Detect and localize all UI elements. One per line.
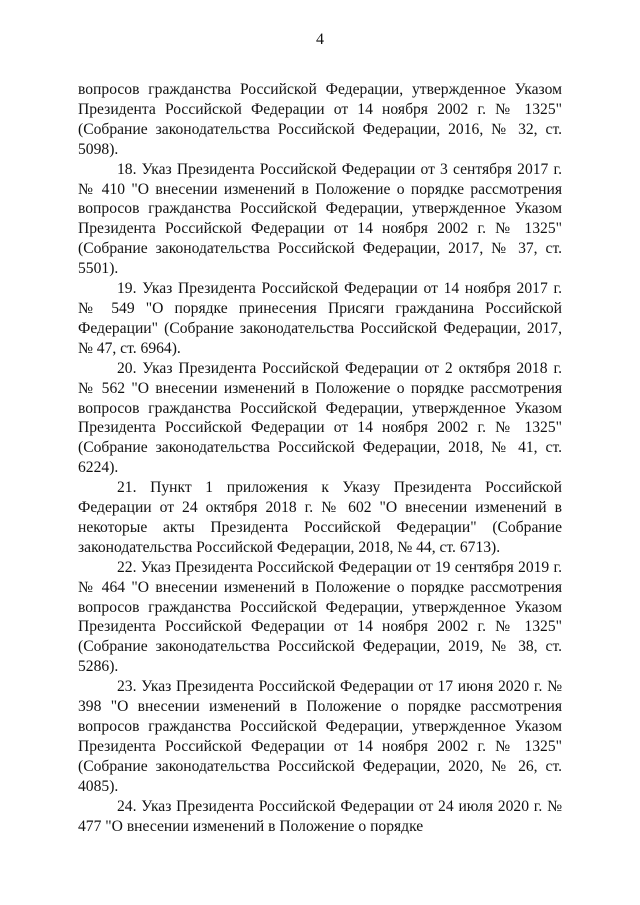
list-item-20: 20. Указ Президента Российской Федерации от 2 октября 2018 г. № 562 "О внесении изменений в Положение о порядке рассмотрения вопросов гражданства Российской Федерации, утвержденное Указом Президента Российской Федерации от 14 ноября 2002 г. № 1325" (Собрание законодательства Российской Федерации, 2018, № 41, ст. 6224).	[78, 359, 562, 477]
list-item-19: 19. Указ Президента Российской Федерации от 14 ноября 2017 г. № 549 "О порядке принесения Присяги гражданина Российской Федерации" (Собрание законодательства Российской Федерации, 2017, № 47, ст. 6964).	[78, 280, 562, 357]
document-body	[78, 80, 562, 836]
list-item-22: 22. Указ Президента Российской Федерации от 19 сентября 2019 г. № 464 "О внесении изменений в Положение о порядке рассмотрения вопросов гражданства Российской Федерации, утвержденное Указом Президента Российской Федерации от 14 ноября 2002 г. № 1325" (Собрание законодательства Российской Федерации, 2019, № 38, ст. 5286).	[78, 558, 562, 676]
list-item-18: 18. Указ Президента Российской Федерации от 3 сентября 2017 г. № 410 "О внесении изменений в Положение о порядке рассмотрения вопросов гражданства Российской Федерации, утвержденное Указом Президента Российской Федерации от 14 ноября 2002 г. № 1325" (Собрание законодательства Российской Федерации, 2017, № 37, ст. 5501).	[78, 160, 562, 278]
paragraph-continuation: вопросов гражданства Российской Федерации, утвержденное Указом Президента Российской Федерации от 14 ноября 2002 г. № 1325" (Собрание законодательства Российской Федерации, 2016, № 32, ст. 5098).	[78, 81, 562, 158]
page-number: 4	[316, 31, 324, 48]
list-item-21: 21. Пункт 1 приложения к Указу Президента Российской Федерации от 24 октября 2018 г. № 602 "О внесении изменений в некоторые акты Президента Российской Федерации" (Собрание законодательства Российской Федерации, 2018, № 44, ст. 6713).	[78, 479, 562, 556]
list-item-23: 23. Указ Президента Российской Федерации от 17 июня 2020 г. № 398 "О внесении изменений в Положение о порядке рассмотрения вопросов гражданства Российской Федерации, утвержденное Указом Президента Российской Федерации от 14 ноября 2002 г. № 1325" (Собрание законодательства Российской Федерации, 2020, № 26, ст. 4085).	[78, 678, 562, 795]
list-item-24: 24. Указ Президента Российской Федерации от 24 июля 2020 г. № 477 "О внесении изменений в Положение о порядке	[78, 797, 562, 835]
